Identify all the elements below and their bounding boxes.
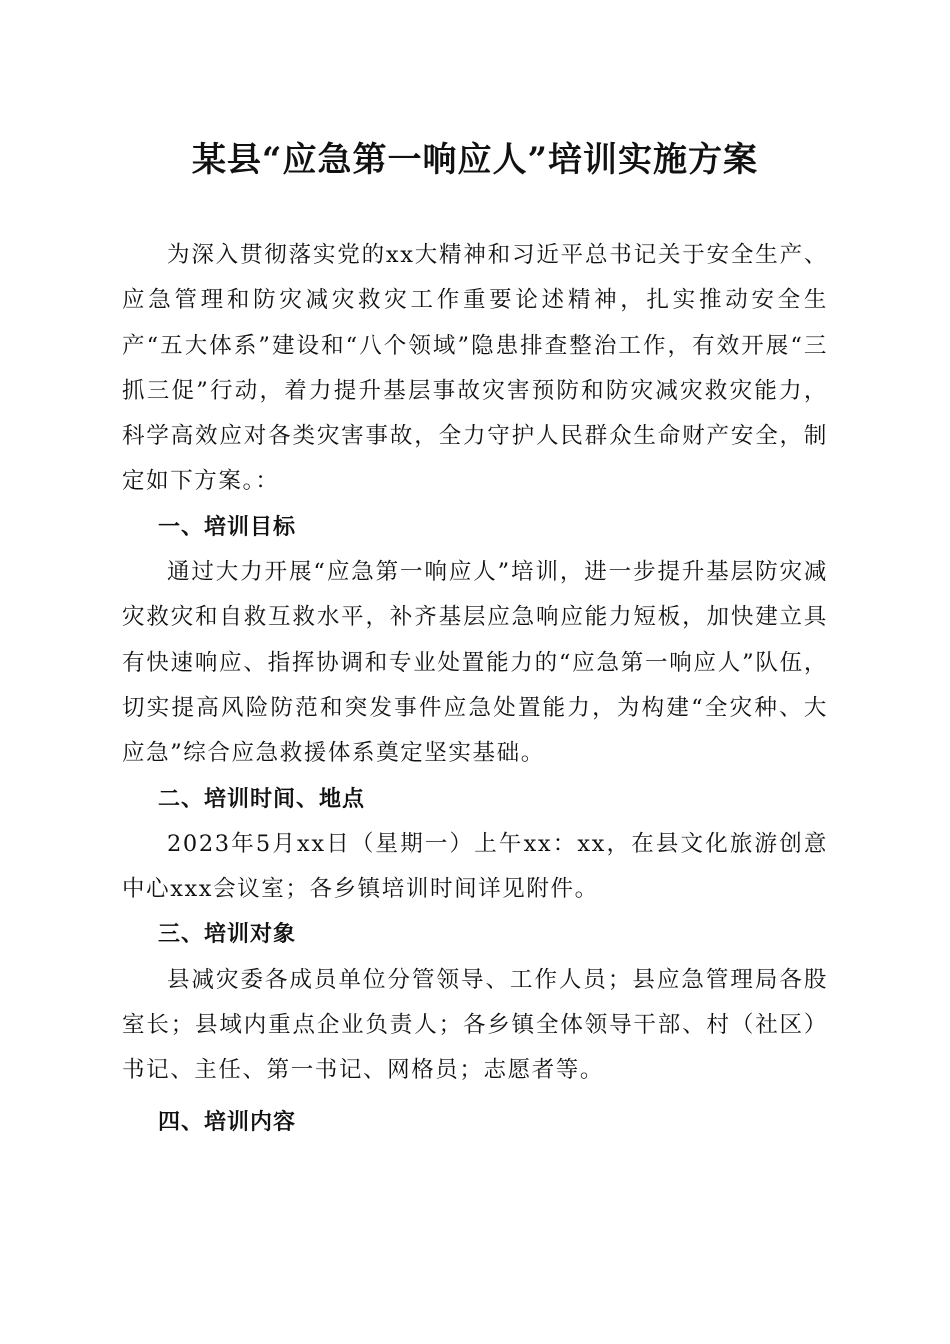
section-text-goals: 通过大力开展“应急第一响应人”培训，进一步提升基层防灾减灾救灾和自救互救水平，补齐基层应急响应能力短板，加快建立具有快速响应、指挥协调和专业处置能力的“应急第一响应人”队伍，切实提高风险防范和突发事件应急处置能力，为构建“全灾种、大应急”综合应急救援体系奠定坚实基础。 (122, 559, 828, 767)
section-heading-goals: 一、培训目标 (158, 514, 297, 540)
section-heading-time-place: 二、培训时间、地点 (158, 786, 366, 812)
section-heading-content: 四、培训内容 (158, 1109, 297, 1135)
document-body (122, 233, 828, 1145)
section-heading-participants: 三、培训对象 (158, 922, 297, 948)
document-title: 某县“应急第一响应人”培训实施方案 (191, 140, 759, 180)
section-text-time-place: 2023年5月xx日（星期一）上午xx：xx，在县文化旅游创意中心xxx会议室；各乡镇培训时间详见附件。 (122, 830, 828, 903)
section-text-participants: 县减灾委各成员单位分管领导、工作人员；县应急管理局各股室长；县域内重点企业负责人；各乡镇全体领导干部、村（社区）书记、主任、第一书记、网格员；志愿者等。 (122, 966, 828, 1084)
intro-paragraph: 为深入贯彻落实党的xx大精神和习近平总书记关于安全生产、应急管理和防灾减灾救灾工作重要论述精神，扎实推动安全生产“五大体系”建设和“八个领域”隐患排查整治工作，有效开展“三抓三促”行动，着力提升基层事故灾害预防和防灾减灾救灾能力，科学高效应对各类灾害事故，全力守护人民群众生命财产安全，制定如下方案。： (122, 242, 828, 495)
